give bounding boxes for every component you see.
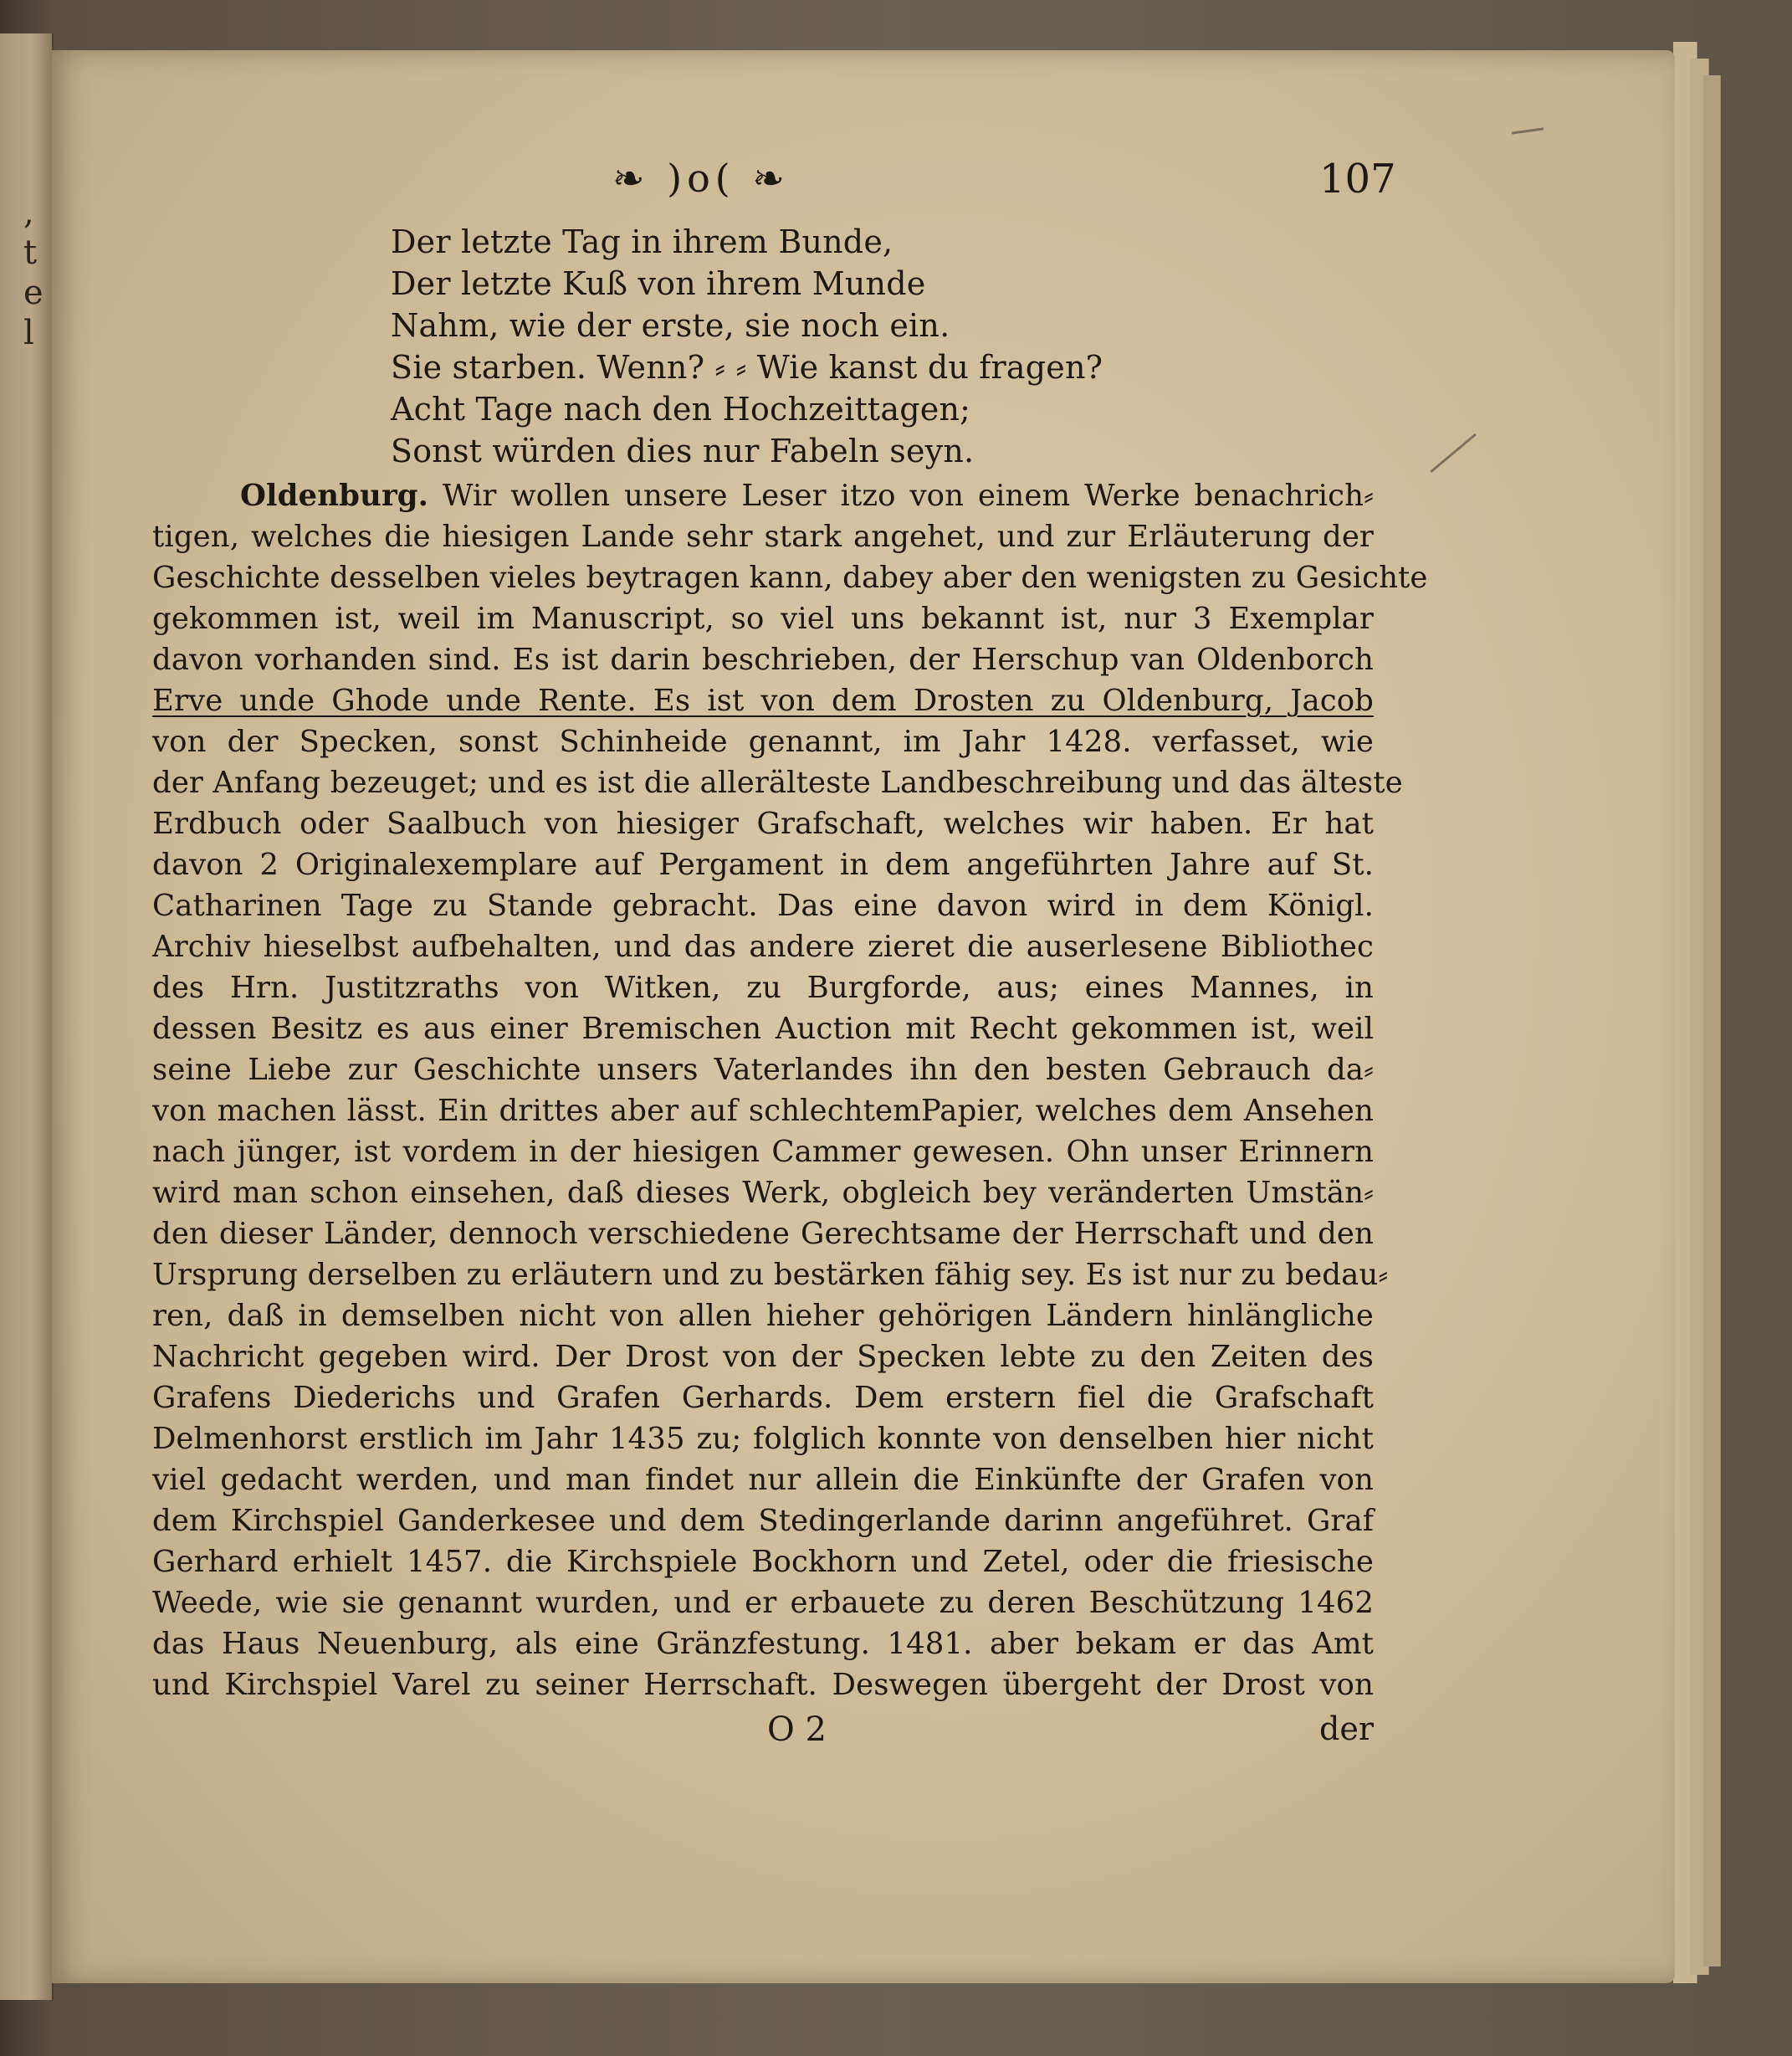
prose-line: ren, daß in demselben nicht von allen hieher gehörigen Ländern hinlängliche <box>152 1299 1374 1333</box>
prose-line: nach jünger, ist vordem in der hiesigen Cammer gewesen. Ohn unser Erinnern <box>152 1135 1374 1169</box>
prose-line: Geschichte desselben vieles beytragen kann, dabey aber den wenigsten zu Gesichte <box>152 561 1428 595</box>
left-fragment: , <box>23 193 34 232</box>
page-edge-stack <box>1703 75 1721 1966</box>
left-page-edge <box>0 33 54 2000</box>
prose-line: Erdbuch oder Saalbuch von hiesiger Grafschaft, welches wir haben. Er hat <box>152 807 1374 841</box>
verse-line: Acht Tage nach den Hochzeittagen; <box>391 391 971 428</box>
catchword: der <box>1319 1710 1374 1747</box>
prose-line: des Hrn. Justitzraths von Witken, zu Burgforde, aus; eines Mannes, in <box>152 971 1374 1005</box>
prose-line: davon 2 Originalexemplare auf Pergament in dem angeführten Jahre auf St. <box>152 848 1374 882</box>
prose-line: viel gedacht werden, und man findet nur allein die Einkünfte der Grafen von <box>152 1463 1374 1497</box>
prose-line: davon vorhanden sind. Es ist darin beschrieben, der Herschup van Oldenborch <box>152 643 1374 677</box>
prose-line: Erve unde Ghode unde Rente. Es ist von dem Drosten zu Oldenburg, Jacob <box>152 684 1374 718</box>
margin-pencil-mark <box>1512 127 1544 134</box>
margin-pencil-mark <box>1430 433 1477 473</box>
prose-line: Weede, wie sie genannt wurden, und er erbauete zu deren Beschützung 1462 <box>152 1586 1374 1620</box>
prose-line: dessen Besitz es aus einer Bremischen Auction mit Recht gekommen ist, weil <box>152 1012 1374 1046</box>
verse-line: Der letzte Kuß von ihrem Munde <box>391 265 926 302</box>
prose-line: den dieser Länder, dennoch verschiedene Gerechtsame der Herrschaft und den <box>152 1217 1374 1251</box>
verse-block <box>391 221 1374 472</box>
left-page-fragments <box>23 192 49 353</box>
prose-line: gekommen ist, weil im Manuscript, so viel uns bekannt ist, nur 3 Exemplar <box>152 602 1374 636</box>
prose-line: Archiv hieselbst aufbehalten, und das andere zieret die auserlesene Bibliothec <box>152 930 1374 964</box>
prose-line: von machen lässt. Ein drittes aber auf schlechtemPapier, welches dem Ansehen <box>152 1094 1374 1128</box>
text-block <box>152 149 1428 1761</box>
prose-line: von der Specken, sonst Schinheide genannt, im Jahr 1428. verfasset, wie <box>152 725 1374 759</box>
verse-line: Nahm, wie der erste, sie noch ein. <box>391 307 950 344</box>
prose-line: Catharinen Tage zu Stande gebracht. Das eine davon wird in dem Königl. <box>152 889 1374 923</box>
prose-line: Gerhard erhielt 1457. die Kirchspiele Bockhorn und Zetel, oder die friesische <box>152 1545 1374 1579</box>
book-page <box>52 50 1675 1983</box>
page-header <box>152 149 1396 216</box>
prose-line: Nachricht gegeben wird. Der Drost von der Specken lebte zu den Zeiten des <box>152 1340 1374 1374</box>
page-footer <box>152 1710 1374 1761</box>
prose-line: der Anfang bezeuget; und es ist die allerälteste Landbeschreibung und das älteste <box>152 766 1403 800</box>
prose-block <box>152 475 1428 1705</box>
prose-line: das Haus Neuenburg, als eine Gränzfestung. 1481. aber bekam er das Amt <box>152 1627 1374 1661</box>
left-fragment: t <box>23 233 38 272</box>
section-heading: Oldenburg. <box>240 479 429 513</box>
prose-line: tigen, welches die hiesigen Lande sehr stark angehet, und zur Erläuterung der <box>152 520 1374 554</box>
left-fragment: l <box>23 314 34 352</box>
verse-line: Der letzte Tag in ihrem Bunde, <box>391 223 893 260</box>
prose-line <box>152 475 1374 516</box>
prose-line: dem Kirchspiel Ganderkesee und dem Stedingerlande darinn angeführet. Graf <box>152 1504 1374 1538</box>
prose-line: und Kirchspiel Varel zu seiner Herrschaft. Deswegen übergeht der Drost von <box>152 1668 1374 1702</box>
prose-line: wird man schon einsehen, daß dieses Werk, obgleich bey veränderten Umstän⸗ <box>152 1176 1374 1210</box>
signature-mark: O 2 <box>767 1710 827 1749</box>
prose-line: Grafens Diederichs und Grafen Gerhards. Dem erstern fiel die Grafschaft <box>152 1381 1374 1415</box>
prose-line: Delmenhorst erstlich im Jahr 1435 zu; folglich konnte von denselben hier nicht <box>152 1422 1374 1456</box>
header-ornament: ❧ )o( ❧ <box>612 156 790 201</box>
page-number: 107 <box>1319 156 1396 203</box>
verse-line: Sonst würden dies nur Fabeln seyn. <box>391 433 975 469</box>
left-fragment: e <box>23 274 44 312</box>
prose-line: Ursprung derselben zu erläutern und zu bestärken fähig sey. Es ist nur zu bedau⸗ <box>152 1258 1389 1292</box>
prose-line: seine Liebe zur Geschichte unsers Vaterlandes ihn den besten Gebrauch da⸗ <box>152 1053 1374 1087</box>
prose-line-text: Wir wollen unsere Leser itzo von einem Werke benachrich⸗ <box>428 479 1374 513</box>
verse-line: Sie starben. Wenn? ⸗ ⸗ Wie kanst du fragen? <box>391 349 1103 386</box>
